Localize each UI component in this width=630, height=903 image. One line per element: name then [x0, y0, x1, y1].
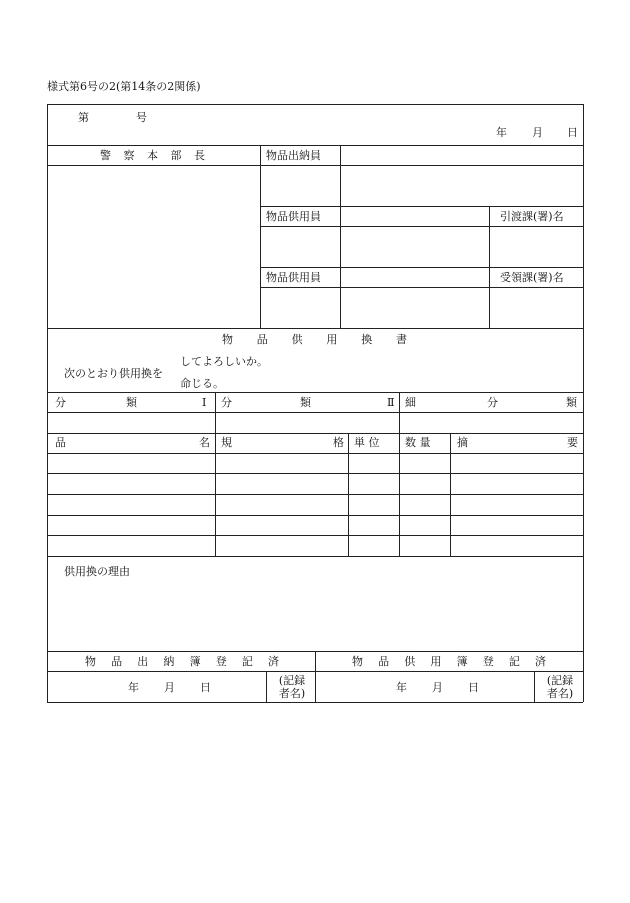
table-row	[47, 453, 583, 454]
detail-b: 分	[487, 396, 498, 409]
table-row	[47, 535, 583, 536]
footer-left-recorder: (記録 者名)	[278, 674, 306, 700]
col-note-b: 要	[567, 436, 578, 449]
class2-a: 分	[221, 396, 232, 409]
date-day: 日	[567, 126, 578, 139]
request-title: 物 品 供 用 換 書	[222, 333, 407, 346]
col-unit: 単 位	[354, 436, 380, 449]
receive-section-label: 受領課(署)名	[500, 271, 564, 284]
class2-c: Ⅱ	[387, 396, 395, 409]
reason-label: 供用換の理由	[64, 565, 130, 578]
request-prefix: 次のとおり供用換を	[64, 367, 163, 380]
col-spec-a: 規	[221, 436, 232, 449]
form-title: 様式第6号の2(第14条の2関係)	[47, 80, 201, 93]
ledger-left-label: 物 品 出 納 簿 登 記 済	[85, 655, 279, 668]
footer-left-year: 年	[128, 681, 139, 694]
footer-left-month: 月	[164, 681, 175, 694]
date-month: 月	[532, 126, 543, 139]
class1-b: 類	[126, 396, 137, 409]
col-name-a: 品	[55, 436, 66, 449]
goods-receiver-label: 物品出納員	[266, 149, 321, 162]
class1-a: 分	[55, 396, 66, 409]
detail-a: 細	[405, 396, 416, 409]
footer-right-year: 年	[396, 681, 407, 694]
col-spec-b: 格	[333, 436, 344, 449]
transfer-section-label: 引渡課(署)名	[500, 210, 564, 223]
col-qty: 数 量	[405, 436, 431, 449]
table-row	[47, 494, 583, 495]
goods-user-label-1: 物品供用員	[266, 210, 321, 223]
class1-c: Ⅰ	[202, 396, 207, 409]
table-row	[47, 473, 583, 474]
footer-right-month: 月	[432, 681, 443, 694]
number-go: 号	[136, 111, 147, 124]
class2-b: 類	[300, 396, 311, 409]
goods-user-label-2: 物品供用員	[266, 271, 321, 284]
col-note-a: 摘	[457, 436, 468, 449]
footer-right-recorder: (記録 者名)	[546, 674, 574, 700]
ledger-right-label: 物 品 供 用 簿 登 記 済	[352, 655, 546, 668]
detail-c: 類	[566, 396, 577, 409]
table-row	[47, 515, 583, 516]
request-option-1: してよろしいか。	[180, 355, 268, 368]
number-dai: 第	[78, 111, 89, 124]
date-year: 年	[496, 126, 507, 139]
request-option-2: 命じる。	[180, 377, 224, 390]
footer-left-day: 日	[200, 681, 211, 694]
police-chief-label: 警 察 本 部 長	[100, 149, 205, 162]
footer-right-day: 日	[468, 681, 479, 694]
col-name-b: 名	[199, 436, 210, 449]
